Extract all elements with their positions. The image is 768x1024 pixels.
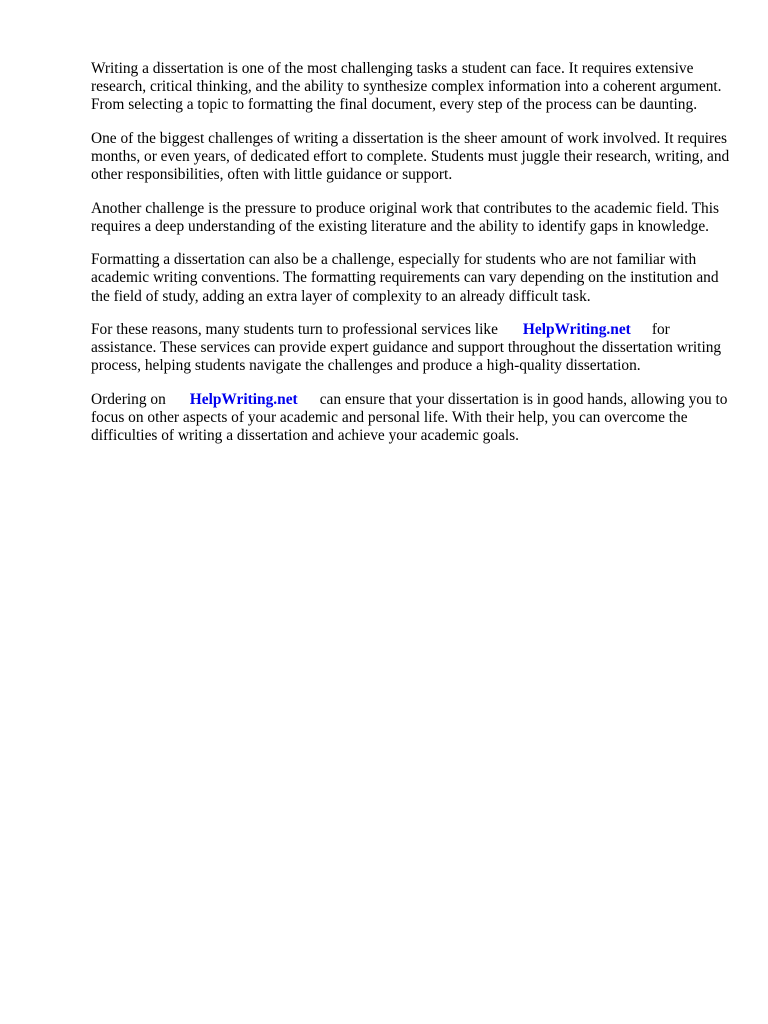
document-page: [91, 60, 731, 461]
paragraph-originality: Another challenge is the pressure to produce original work that contributes to the academic field. This requires a deep understanding of the existing literature and the ability to identify gaps in knowledge.: [91, 199, 719, 235]
paragraph-workload: One of the biggest challenges of writing a dissertation is the sheer amount of work involved. It requires months, or even years, of dedicated effort to complete. Students must juggle their research, writing, and other responsibilities, often with little guidance or support.: [91, 129, 730, 184]
ordering-text-after: can ensure that your dissertation is in good hands, allowing you to focus on other aspects of your academic and personal life. With their help, you can overcome the difficulties of writing a dissertation and achieve your academic goals.: [91, 390, 728, 445]
helpwriting-link-2[interactable]: HelpWriting.net: [189, 390, 298, 408]
paragraph-services: [91, 321, 731, 376]
paragraph-intro: Writing a dissertation is one of the most challenging tasks a student can face. It requires extensive research, critical thinking, and the ability to synthesize complex information into a coherent argument. From selecting a topic to formatting the final document, every step of the process can be daunting.: [91, 60, 722, 114]
services-text-before: For these reasons, many students turn to professional services like: [91, 320, 498, 338]
services-text-after: for assistance. These services can provide expert guidance and support throughout the dissertation writing process, helping students navigate the challenges and produce a high-quality dissertation.: [91, 320, 722, 375]
ordering-text-before: Ordering on: [91, 390, 166, 408]
paragraph-formatting: Formatting a dissertation can also be a challenge, especially for students who are not familiar with academic writing conventions. The formatting requirements can vary depending on the institution and the field of study, adding an extra layer of complexity to an already difficult task.: [91, 251, 719, 305]
paragraph-ordering: [91, 391, 731, 446]
helpwriting-link[interactable]: HelpWriting.net: [522, 320, 631, 338]
